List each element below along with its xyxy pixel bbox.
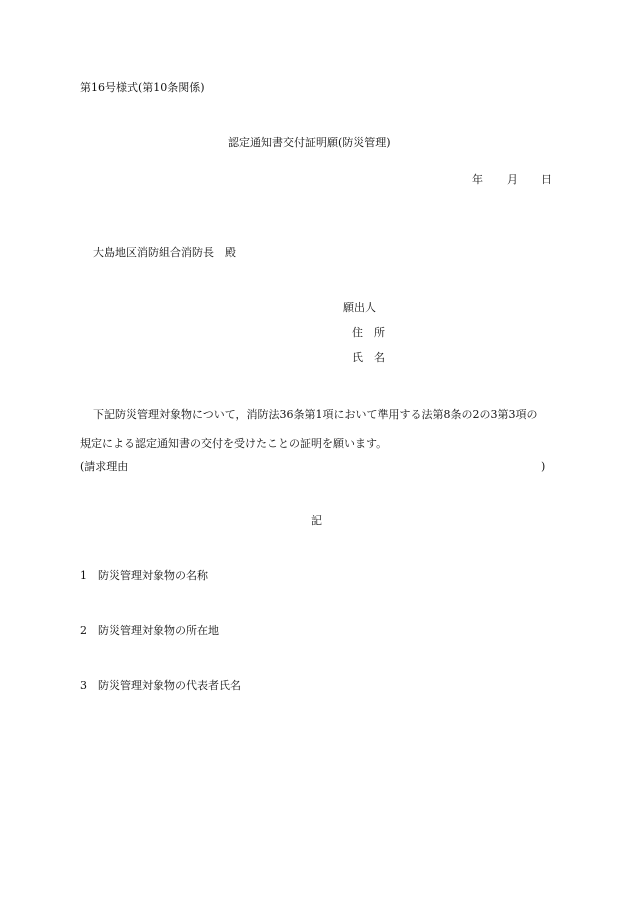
date-month-label: 月 [507,173,518,186]
name-label: 氏 名 [352,351,385,364]
item-number: 3 [80,679,87,692]
list-item [80,624,219,638]
item-number: 2 [80,624,87,637]
item-number: 1 [80,569,87,582]
addressee: 大島地区消防組合消防長 殿 [93,246,236,259]
item-label: 防災管理対象物の代表者氏名 [98,679,241,692]
list-item [80,569,208,583]
date-year-label: 年 [472,173,483,186]
ki-heading: 記 [311,514,322,527]
list-item [80,679,241,693]
item-label: 防災管理対象物の所在地 [98,624,219,637]
form-number: 第16号様式(第10条関係) [80,81,205,94]
document-title: 認定通知書交付証明願(防災管理) [228,136,391,149]
address-label: 住 所 [352,326,385,339]
applicant-heading: 願出人 [343,301,376,314]
reason-close: ) [541,460,546,473]
body-line-1: 下記防災管理対象物について，消防法36条第1項において準用する法第8条の2の3第3項の [93,408,538,421]
body-line-2: 規定による認定通知書の交付を受けたことの証明を願います。 [80,437,388,450]
item-label: 防災管理対象物の名称 [98,569,208,582]
reason-open: (請求理由 [80,460,129,473]
date-day-label: 日 [541,173,552,186]
